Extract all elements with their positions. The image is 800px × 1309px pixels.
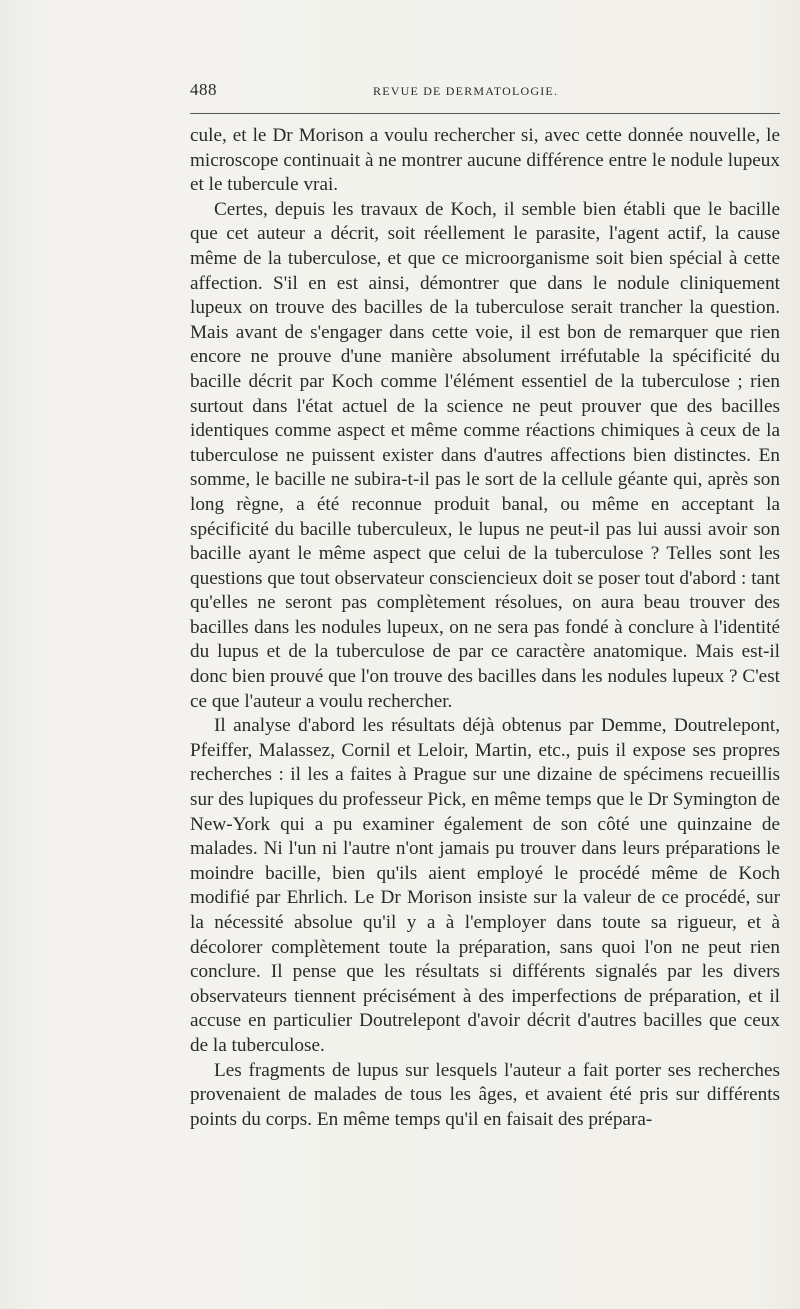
- page-number: 488: [190, 80, 217, 99]
- paragraph-2: Certes, depuis les travaux de Koch, il semble bien établi que le bacille que cet auteur a décrit, soit réellement le parasite, l'agent actif, la cause même de la tuberculose, et que ce microorganisme soit bien spécial à cette affection. S'il en est ainsi, démontrer que dans le nodule cliniquement lupeux on trouve des bacilles de la tuberculose serait trancher la question. Mais avant de s'engager dans cette voie, il est bon de remarquer que rien encore ne prouve d'une manière absolument irréfutable la spécificité du bacille décrit par Koch comme l'élément essentiel de la tuberculose ; rien surtout dans l'état actuel de la science ne peut prouver que des bacilles identiques comme aspect et même comme réactions chimiques à ceux de la tuberculose ne puissent exister dans d'autres affections bien distinctes. En somme, le bacille ne subira-t-il pas le sort de la cellule géante qui, après son long règne, a été reconnue produit banal, ou même en acceptant la spécificité du bacille tuberculeux, le lupus ne peut-il pas lui aussi avoir son bacille ayant le même aspect que celui de la tuberculose ? Telles sont les questions que tout observateur consciencieux doit se poser tout d'abord : tant qu'elles ne seront pas complètement résolues, on aura beau trouver des bacilles dans les nodules lupeux, on ne sera pas fondé à conclure à l'identité du lupus et de la tuberculose de par ce caractère anatomique. Mais est-il donc bien prouvé que l'on trouve des bacilles dans les nodules lupeux ? C'est ce que l'auteur a voulu rechercher.: [190, 198, 780, 712]
- paragraph-4: Les fragments de lupus sur lesquels l'auteur a fait porter ses recherches provenaient de malades de tous les âges, et avaient été pris sur différents points du corps. En même temps qu'il en faisait des prépara-: [190, 1059, 780, 1130]
- paragraph-3: Il analyse d'abord les résultats déjà obtenus par Demme, Doutrelepont, Pfeiffer, Malassez, Cornil et Leloir, Martin, etc., puis il expose ses propres recherches : il les a faites à Prague sur une dizaine de spécimens recueillis sur des lupiques du professeur Pick, en même temps que le Dr Symington de New-York qui a pu examiner également de son côté une quinzaine de malades. Ni l'un ni l'autre n'ont jamais pu trouver dans leurs préparations le moindre bacille, bien qu'ils aient employé le procédé même de Koch modifié par Ehrlich. Le Dr Morison insiste sur la valeur de ce procédé, sur la nécessité absolue qu'il y a à l'employer dans toute sa rigueur, et à décolorer complètement toute la préparation, sans quoi l'on ne peut rien conclure. Il pense que les résultats si différents signalés par les divers observateurs tiennent précisément à des imperfections de préparation, et il accuse en particulier Doutrelepont d'avoir décrit d'autres bacilles que ceux de la tuberculose.: [190, 715, 780, 1056]
- paragraph-1: cule, et le Dr Morison a voulu rechercher si, avec cette donnée nouvelle, le microscope continuait à ne montrer aucune différence entre le nodule lupeux et le tubercule vrai.: [190, 125, 780, 196]
- header-rule: [190, 113, 780, 114]
- page-header: [190, 80, 780, 104]
- running-title: REVUE DE DERMATOLOGIE.: [373, 84, 559, 98]
- body-text: [190, 124, 780, 1132]
